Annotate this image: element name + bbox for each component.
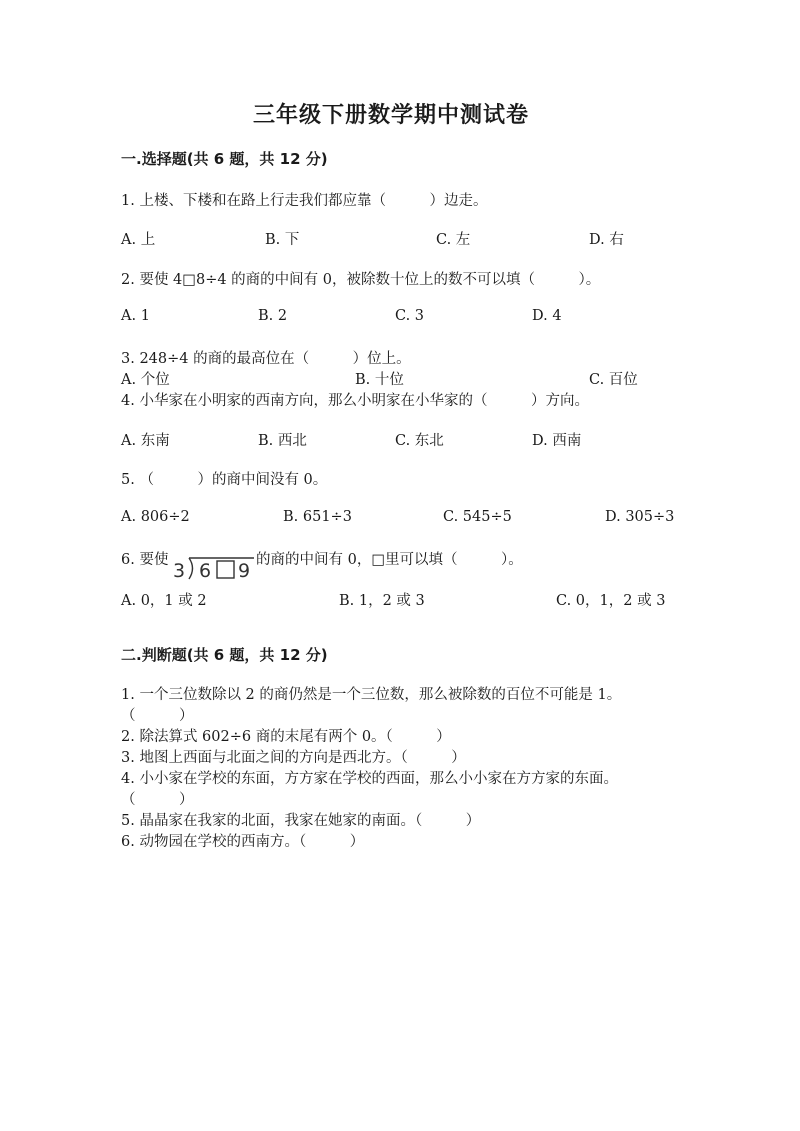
- long-division-figure: [172, 555, 256, 581]
- option-4a: A. 东南: [121, 433, 170, 449]
- section-heading-choice: 一.选择题(共 6 题，共 12 分): [121, 150, 328, 168]
- section-heading-judgement: 二.判断题(共 6 题，共 12 分): [121, 646, 328, 664]
- judgement-6: 6. 动物园在学校的西南方。（ ）: [121, 834, 365, 850]
- judgement-1: 1. 一个三位数除以 2 的商仍然是一个三位数，那么被除数的百位不可能是 1。: [121, 687, 622, 703]
- option-2b: B. 2: [258, 308, 288, 324]
- page-title: 三年级下册数学期中测试卷: [253, 102, 530, 128]
- division-digit-1: 6: [199, 560, 212, 581]
- option-5c: C. 545÷5: [443, 509, 512, 525]
- judgement-1-answer: （ ）: [121, 708, 194, 724]
- option-4d: D. 西南: [532, 433, 582, 449]
- question-3: 3. 248÷4 的商的最高位在（ ）位上。: [121, 351, 411, 367]
- question-4: 4. 小华家在小明家的西南方向，那么小明家在小华家的（ ）方向。: [121, 393, 589, 409]
- option-2a: A. 1: [121, 308, 150, 324]
- option-3a: A. 个位: [121, 372, 170, 388]
- option-1c: C. 左: [436, 232, 471, 248]
- option-4b: B. 西北: [258, 433, 307, 449]
- option-3b: B. 十位: [355, 372, 404, 388]
- question-6-prefix: 6. 要使: [121, 552, 169, 568]
- option-1b: B. 下: [265, 232, 300, 248]
- division-digit-3: 9: [238, 560, 251, 581]
- option-5d: D. 305÷3: [605, 509, 675, 525]
- option-1a: A. 上: [121, 232, 156, 248]
- option-3c: C. 百位: [589, 372, 638, 388]
- question-6-suffix: 的商的中间有 0，□里可以填（ ）。: [256, 552, 523, 568]
- question-2: 2. 要使 4□8÷4 的商的中间有 0，被除数十位上的数不可以填（ ）。: [121, 272, 601, 288]
- option-2d: D. 4: [532, 308, 562, 324]
- option-2c: C. 3: [395, 308, 425, 324]
- question-5: 5. （ ）的商中间没有 0。: [121, 472, 328, 488]
- division-bracket: [189, 558, 193, 579]
- division-divisor: 3: [173, 560, 186, 581]
- judgement-2: 2. 除法算式 602÷6 商的末尾有两个 0。（ ）: [121, 729, 451, 745]
- blank-box: [217, 561, 234, 578]
- judgement-4: 4. 小小家在学校的东面，方方家在学校的西面，那么小小家在方方家的东面。: [121, 771, 618, 787]
- option-6c: C. 0，1，2 或 3: [556, 593, 666, 609]
- judgement-5: 5. 晶晶家在我家的北面，我家在她家的南面。（ ）: [121, 813, 481, 829]
- judgement-4-answer: （ ）: [121, 792, 194, 808]
- option-5a: A. 806÷2: [121, 509, 190, 525]
- option-6b: B. 1，2 或 3: [339, 593, 425, 609]
- option-1d: D. 右: [589, 232, 624, 248]
- option-6a: A. 0，1 或 2: [121, 593, 207, 609]
- option-5b: B. 651÷3: [283, 509, 352, 525]
- judgement-3: 3. 地图上西面与北面之间的方向是西北方。（ ）: [121, 750, 466, 766]
- question-1: 1. 上楼、下楼和在路上行走我们都应靠（ ）边走。: [121, 193, 488, 209]
- option-4c: C. 东北: [395, 433, 444, 449]
